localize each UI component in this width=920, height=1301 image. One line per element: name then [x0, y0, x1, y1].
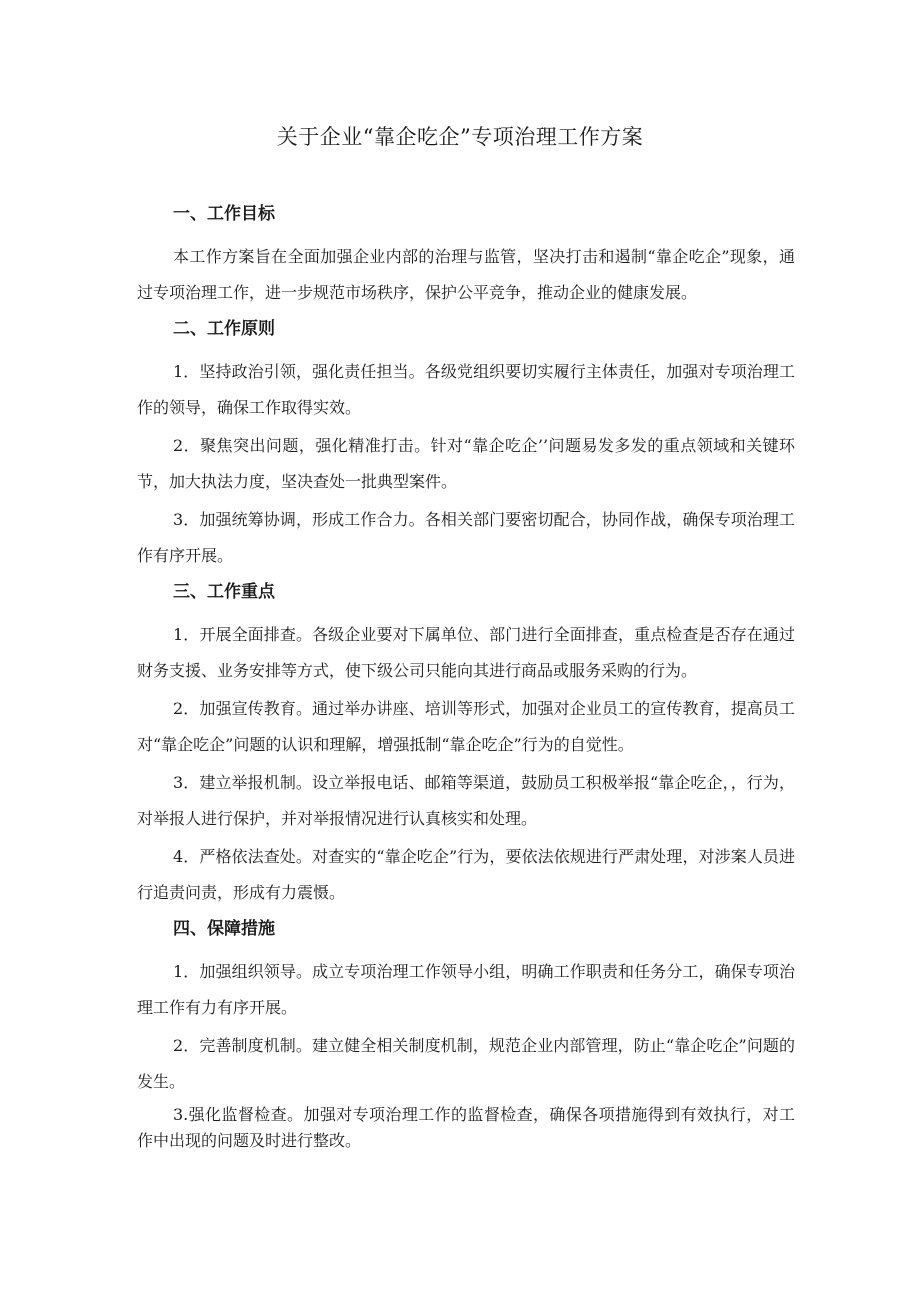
document-body	[137, 198, 795, 1154]
paragraph: 1．加强组织领导。成立专项治理工作领导小组，明确工作职责和任务分工，确保专项治理工作有力有序开展。	[137, 962, 795, 1017]
paragraph: 4．严格依法查处。对查实的“靠企吃企”行为，要依法依规进行严肃处理，对涉案人员进行追责问责，形成有力震慑。	[137, 847, 795, 902]
paragraph: 3．加强统筹协调，形成工作合力。各相关部门要密切配合，协同作战，确保专项治理工作有序开展。	[137, 510, 795, 565]
section-work-goals	[137, 198, 795, 311]
section-heading: 四、保障措施	[173, 919, 275, 939]
section-work-focus	[137, 576, 795, 911]
paragraph: 2．聚焦突出问题，强化精准打击。针对“靠企吃企’’问题易发多发的重点领域和关键环节，加大执法力度，坚决查处一批典型案件。	[137, 436, 795, 491]
document-title: 关于企业“靠企吃企”专项治理工作方案	[276, 125, 644, 149]
paragraph: 1．坚持政治引领，强化责任担当。各级党组织要切实履行主体责任，加强对专项治理工作的领导，确保工作取得实效。	[137, 362, 795, 417]
section-heading: 一、工作目标	[173, 204, 275, 224]
paragraph: 3．建立举报机制。设立举报电话、邮箱等渠道，鼓励员工积极举报“靠企吃企，，行为，对举报人进行保护，并对举报情况进行认真核实和处理。	[137, 773, 795, 828]
paragraph: 1．开展全面排查。各级企业要对下属单位、部门进行全面排查，重点检查是否存在通过财务支援、业务安排等方式，使下级公司只能向其进行商品或服务采购的行为。	[137, 625, 795, 680]
section-safeguards	[137, 913, 795, 1154]
paragraph: 2．完善制度机制。建立健全相关制度机制，规范企业内部管理，防止“靠企吃企”问题的发生。	[137, 1036, 795, 1091]
section-heading: 三、工作重点	[173, 582, 275, 602]
paragraph: 3.强化监督检查。加强对专项治理工作的监督检查，确保各项措施得到有效执行，对工作中出现的问题及时进行整改。	[137, 1105, 795, 1150]
paragraph: 2．加强宣传教育。通过举办讲座、培训等形式，加强对企业员工的宣传教育，提高员工对“靠企吃企”问题的认识和理解，增强抵制“靠企吃企”行为的自觉性。	[137, 699, 795, 754]
section-work-principles	[137, 313, 795, 574]
section-heading: 二、工作原则	[173, 319, 275, 339]
paragraph: 本工作方案旨在全面加强企业内部的治理与监管，坚决打击和遏制“靠企吃企”现象，通过专项治理工作，进一步规范市场秩序，保护公平竞争，推动企业的健康发展。	[137, 247, 795, 302]
